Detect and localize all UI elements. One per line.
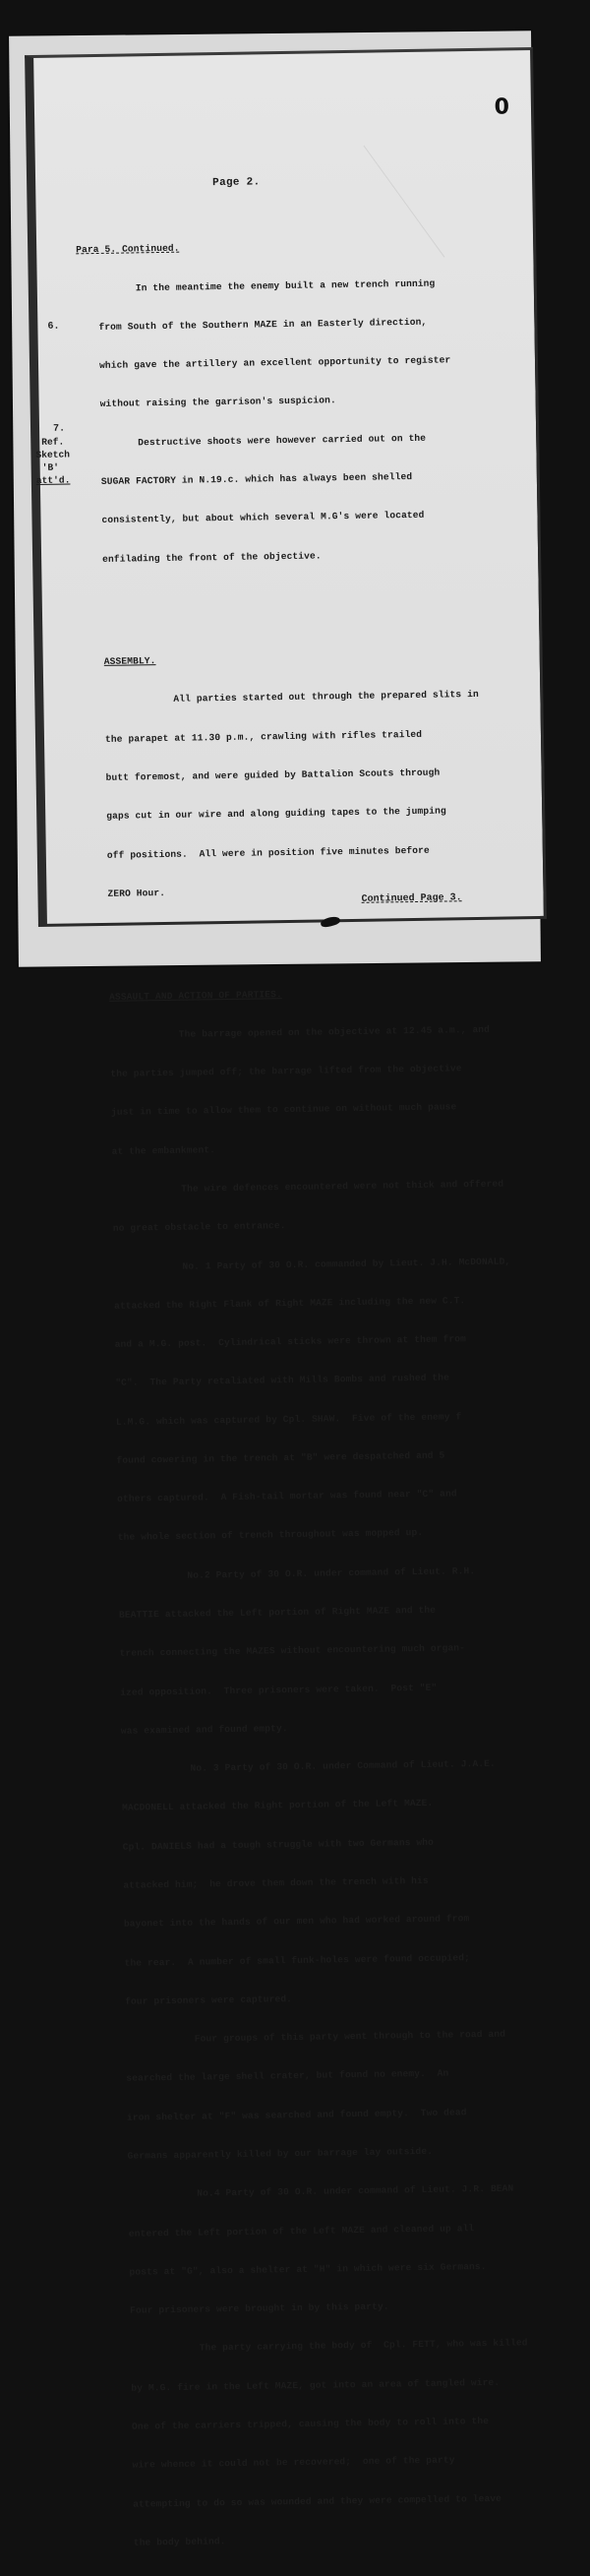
text-line: which gave the artillery an excellent opportunity to register	[98, 354, 451, 372]
text-line: iron shelter at "F" was searched and found empty. Two dead	[126, 2107, 467, 2123]
text-line: MACDONELL attacked the Right portion of the Left MAZE.	[121, 1798, 434, 1814]
text-line: at the embankment.	[111, 1143, 216, 1157]
text-line: One of the carriers tripped, causing the body to roll into the	[131, 2415, 490, 2432]
text-line: the parapet at 11.30 p.m., crawling with rifles trailed	[104, 728, 423, 745]
text-line: the rear. A number of small funk-holes were found occupied;	[124, 1951, 471, 1969]
text-line: found cowering in the trench at "B" were despatched and 5	[116, 1449, 445, 1466]
text-line: Destructive shoots were however carried out on the	[138, 432, 427, 449]
text-line: entered the Left portion of the Left MAZE and cleaned up all	[128, 2222, 475, 2239]
text-line: the parties jumped off; the barrage lifted from the objective	[110, 1063, 462, 1079]
document-page	[25, 47, 547, 2548]
text-line: No.2 Party of 30 O.R. under command of Lieut. R.H.	[187, 1564, 476, 1581]
text-line: trench connecting the MAZES without encountering much organ-	[119, 1642, 466, 1660]
text-line: Four prisoners were brought in by this party.	[130, 2300, 389, 2316]
text-line: off positions. All were in position five minutes before	[106, 844, 430, 861]
section-heading-assembly: ASSEMBLY.	[103, 655, 156, 668]
margin-note-attd: att'd.	[35, 474, 71, 486]
page-heading: Page 2.	[212, 176, 261, 190]
text-line: attacked him; he drove them down the trench with his	[123, 1874, 429, 1891]
text-line: gaps cut in our wire and along guiding tapes to the jumping	[106, 805, 446, 823]
text-line: No. 1 Party of 30 O.R. commanded by Lieut. J.H. McDONALD,	[182, 1256, 511, 1272]
margin-note-ref: Ref.	[41, 436, 65, 448]
text-line: The wire defences encountered were not thick and offered	[181, 1178, 504, 1195]
text-line: attempting to do so was wounded and they were compelled to leave	[133, 2492, 502, 2510]
continued-footer: Continued Page 3.	[361, 892, 462, 905]
text-line: posts at "G", also a shelter at "H" in which were six Germans.	[129, 2260, 487, 2278]
text-line: "C". The Party retaliated with Mills Bombs and rushed the	[115, 1372, 450, 1389]
text-line: ZERO Hour.	[107, 887, 166, 899]
text-line: the body behind.	[133, 2535, 226, 2548]
text-line: the whole section of trench throughout was mopped up.	[117, 1527, 424, 1544]
text-line: In the meantime the enemy built a new trench running	[135, 277, 436, 293]
paragraph-number-7: 7.	[52, 423, 66, 435]
text-line: Germans apparently killed by our barrage lay outside.	[127, 2145, 434, 2162]
text-line: SUGAR FACTORY in N.19.c. which has always been shelled	[100, 470, 413, 487]
margin-note-sketch: Sketch	[35, 449, 71, 460]
text-line: just in time to allow them to continue on without much pause	[110, 1101, 457, 1119]
text-line: wire whence it could not be recovered; one of the party	[132, 2454, 455, 2471]
text-line: All parties started out through the prepared slits in	[173, 689, 479, 705]
text-line: from South of the Southern MAZE in an Easterly direction,	[98, 316, 428, 333]
text-line: consistently, but about which several M.G's were located	[101, 510, 425, 526]
text-line: by M.G. fire in the Left MAZE, got into an area of tangled wire.	[131, 2376, 501, 2394]
text-line: bayonet into the hands of our men who had worked around from	[123, 1913, 470, 1931]
text-line: attacked the Right Flank of Right MAZE including the new C.T.	[113, 1295, 466, 1312]
text-line: enfilading the front of the objective.	[102, 549, 322, 565]
text-line: The barrage opened on the objective at 12.45 a.m., and	[178, 1023, 491, 1040]
section-heading-assault: ASSAULT AND ACTION OF PARTIES.	[109, 988, 282, 1003]
text-line: Four groups of this party went through to the road and	[194, 2028, 506, 2045]
text-line: butt foremost, and were guided by Battalion Scouts through	[105, 767, 441, 783]
text-line: ized opposition. Three prisoners were taken. Post "E"	[120, 1682, 438, 1698]
margin-note-b: 'B'	[41, 461, 60, 473]
text-line: others captured. A Fish-tail mortar was found near "C" and	[117, 1488, 457, 1505]
section-heading-para5: Para 5. Continued.	[76, 242, 180, 256]
text-line: searched the large shell crater, but found no enemy. An	[126, 2068, 449, 2085]
text-line: No.4 Party of 30 O.R. under command of Lieut. J.R. BEAN	[197, 2182, 514, 2199]
text-line: was examined and found empty.	[120, 1722, 288, 1737]
text-line: No. 3 Party of 30 O.R. under Command of Lieut. J.A.E.	[190, 1757, 496, 1774]
text-line: four prisoners were captured.	[125, 1993, 293, 2007]
text-line: BEATTIE attacked the Left portion of Right MAZE and the	[118, 1604, 437, 1621]
text-line: without raising the garrison's suspicion.	[99, 395, 336, 410]
text-line: no great obstacle to entrance.	[112, 1220, 286, 1235]
text-line: Cpl. DANIELS had a tough struggle with two Germans who	[122, 1836, 435, 1853]
text-line: The party carrying the body of Cpl. FETT, who was killed	[199, 2337, 528, 2354]
corner-mark: 0	[494, 94, 510, 120]
text-line: and a M.G. post. Cylindrical sticks were thrown at them from	[114, 1333, 467, 1350]
text-line: L.M.G. which was captured by Cpl. SHAW. Five of the enemy f	[115, 1410, 462, 1428]
paragraph-number-6: 6.	[47, 321, 60, 333]
document-body	[75, 198, 545, 2575]
